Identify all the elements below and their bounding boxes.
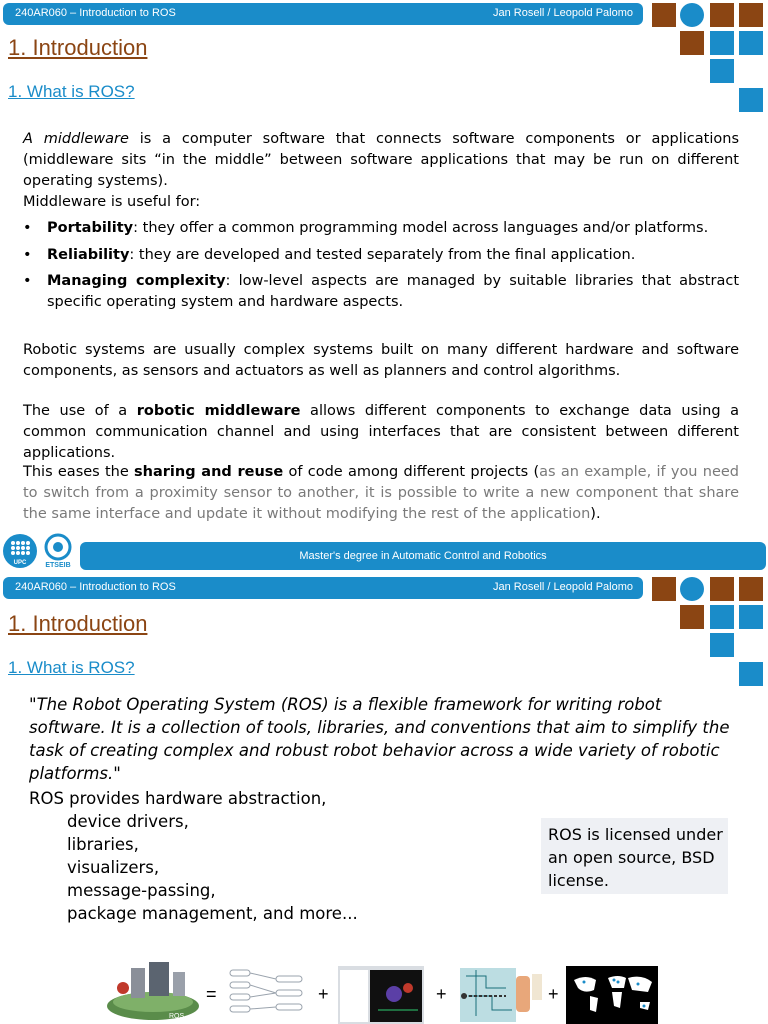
node-graph-illustration (226, 964, 308, 1022)
upc-logo (2, 533, 38, 569)
section-title: 1. What is ROS? (8, 82, 135, 101)
visualizer-screenshot (338, 966, 424, 1024)
robot-arm-illustration (456, 966, 544, 1024)
authors: Jan Rosell / Leopold Palomo (492, 7, 633, 19)
plus-sign: + (548, 984, 559, 1004)
ros-definition-quote: "The Robot Operating System (ROS) is a flexible framework for writing robot software. It is a collection of tools, libraries, and conventions that aim to simplify the task of creating complex and robust robot behavior across a wide variety of robotic platforms." (29, 695, 730, 783)
page-title: 1. Introduction (8, 611, 148, 636)
list-item: libraries, (67, 835, 139, 854)
provides-heading: ROS provides hardware abstraction, (29, 789, 327, 808)
header-bar (3, 3, 643, 25)
world-map-illustration (566, 966, 658, 1024)
list-item: device drivers, (67, 812, 189, 831)
svg-text:ROS: ROS (169, 1013, 185, 1020)
section-title: 1. What is ROS? (8, 658, 135, 677)
course-code: 240AR060 – Introduction to ROS (15, 7, 176, 19)
etseib-logo (40, 533, 76, 569)
course-code: 240AR060 – Introduction to ROS (15, 581, 176, 593)
list-item: package management, and more... (67, 904, 358, 923)
list-item: message-passing, (67, 881, 216, 900)
paragraph-robotic-systems: Robotic systems are usually complex systems built on many different hardware and software components, as sensors and actuators as well as planners and control algorithms. (23, 342, 739, 379)
svg-text:UPC: UPC (13, 560, 27, 566)
svg-text:ETSEIB: ETSEIB (45, 562, 71, 569)
footer-bar: Master's degree in Automatic Control and Robotics (80, 542, 766, 570)
paragraph-sharing-reuse: This eases the sharing and reuse of code among different projects (as an example, if you need to switch from a proximity sensor to another, it is possible to write a new component that share the same interface and update it without modifying the rest of the application). (23, 464, 739, 522)
equals-sign: = (206, 984, 217, 1004)
plus-sign: + (318, 984, 329, 1004)
paragraph-middleware: A middleware is a computer software that connects software components or applications (middleware sits “in the middle” between software applications that may be run on different operating systems). (23, 131, 739, 189)
license-note (541, 818, 728, 894)
plus-sign: + (436, 984, 447, 1004)
header-bar (3, 577, 643, 599)
paragraph-useful-for: Middleware is useful for: (23, 194, 201, 210)
license-text: ROS is licensed under an open source, BSD license. (548, 825, 723, 890)
authors: Jan Rosell / Leopold Palomo (492, 581, 633, 593)
page-title: 1. Introduction (8, 35, 148, 60)
ros-robots-illustration (103, 958, 203, 1024)
paragraph-robotic-middleware: The use of a robotic middleware allows different components to exchange data using a common communication channel and using interfaces that are consistent between different applications. (23, 403, 739, 461)
list-item: visualizers, (67, 858, 160, 877)
